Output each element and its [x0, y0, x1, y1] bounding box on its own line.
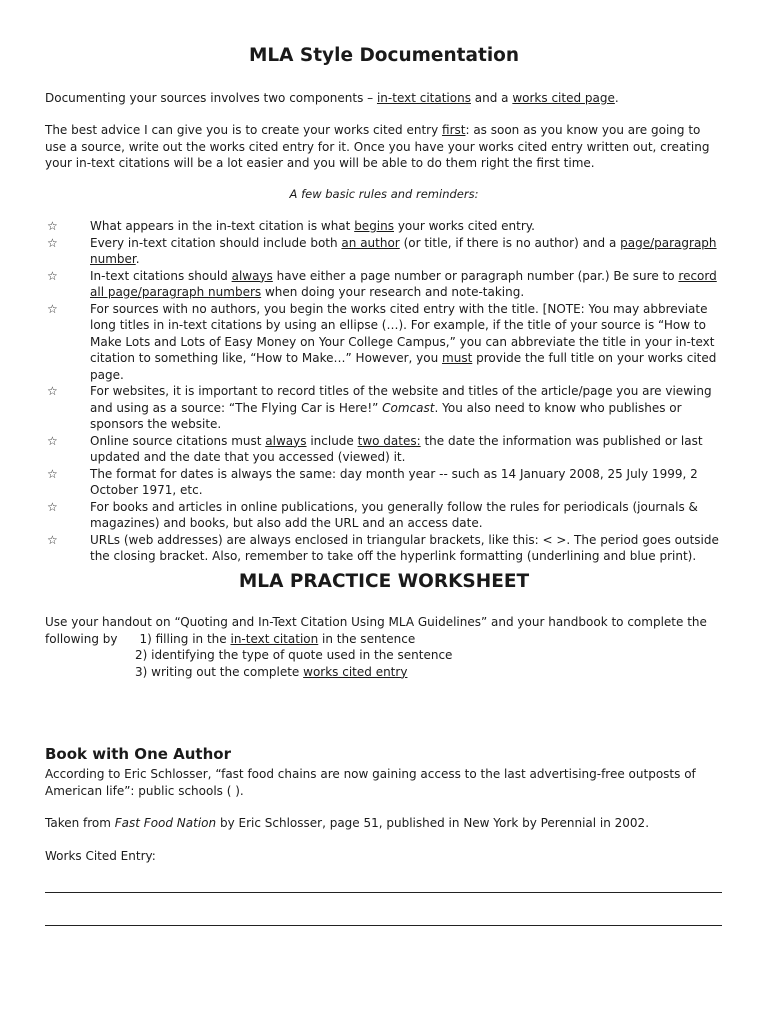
- text: Online source citations must: [90, 433, 266, 448]
- underlined-term: must: [442, 351, 473, 365]
- works-cited-label: Works Cited Entry:: [45, 849, 156, 863]
- underlined-term: in-text citations: [376, 91, 471, 105]
- text: The best advice I can give you is to create your works cited entry: [45, 123, 443, 137]
- rule-item: [45, 383, 726, 433]
- text: .: [614, 91, 619, 105]
- text: For books and articles in online publications, you generally follow the rules for periodicals (journals & magazines) and books, but also add the URL and an access date.: [90, 499, 698, 530]
- worksheet-title: MLA PRACTICE WORKSHEET: [238, 571, 530, 592]
- source-line: [45, 815, 723, 832]
- text: include: [306, 433, 358, 448]
- star-bullet-icon: ☆: [47, 499, 58, 514]
- rule-item: [45, 218, 726, 235]
- text: Documenting your sources involves two components –: [45, 91, 377, 105]
- underlined-term: first: [442, 123, 466, 137]
- rules-list: [45, 218, 726, 565]
- underlined-term: record all page/paragraph numbers: [90, 268, 717, 299]
- rule-item: [45, 268, 726, 301]
- text: .: [135, 252, 140, 266]
- star-bullet-icon: ☆: [47, 301, 58, 316]
- rule-item: [45, 532, 726, 565]
- star-bullet-icon: ☆: [47, 466, 58, 481]
- text: have either a page number or paragraph number (par.) Be sure to: [272, 268, 679, 283]
- italic-title: Fast Food Nation: [114, 816, 217, 830]
- text: when doing your research and note-taking.: [261, 285, 525, 299]
- text: the date the information was published or last updated and the date that you accessed (viewed) it.: [90, 433, 703, 464]
- instructions-line: Use your handout on “Quoting and In-Text Citation Using MLA Guidelines” and your handbook to complete the: [45, 615, 707, 629]
- rules-heading: A few basic rules and reminders:: [289, 187, 479, 201]
- text: In-text citations should: [90, 268, 232, 283]
- star-bullet-icon: ☆: [47, 219, 58, 233]
- text: (or title, if there is no author) and a: [399, 235, 621, 250]
- underlined-term: an author: [341, 235, 400, 250]
- text: by Eric Schlosser, page 51, published in New York by Perennial in 2002.: [216, 816, 650, 830]
- star-bullet-icon: ☆: [47, 532, 58, 547]
- rule-item: [45, 466, 726, 499]
- text: The format for dates is always the same: day month year -- such as 14 January 2008, 25 July 1999, 2 October 1971, etc.: [90, 466, 698, 497]
- task-line-3: [45, 664, 723, 681]
- worksheet-instructions: [45, 614, 723, 680]
- text: provide the full title on your works cited page.: [90, 351, 717, 382]
- text: What appears in the in-text citation is what: [90, 219, 355, 233]
- star-bullet-icon: ☆: [47, 433, 58, 448]
- italic-title: Comcast: [382, 400, 435, 415]
- task-line-2: 2) identifying the type of quote used in the sentence: [135, 648, 453, 662]
- answer-line[interactable]: [45, 892, 722, 893]
- page-title: MLA Style Documentation: [248, 45, 520, 66]
- underlined-term: works cited entry: [303, 664, 408, 679]
- star-bullet-icon: ☆: [47, 384, 58, 398]
- intro-paragraph-2: [45, 122, 723, 172]
- underlined-term: two dates:: [357, 433, 421, 448]
- star-bullet-icon: ☆: [47, 235, 58, 250]
- rule-item: [45, 433, 726, 466]
- intro-paragraph-1: [45, 90, 723, 107]
- rule-item: [45, 301, 726, 384]
- rule-item: [45, 499, 726, 532]
- text: . You also need to know who publishes or sponsors the website.: [90, 400, 682, 431]
- star-bullet-icon: ☆: [47, 268, 58, 283]
- underlined-term: in-text citation: [230, 631, 319, 646]
- underlined-term: page/paragraph number: [90, 235, 717, 266]
- underlined-term: always: [231, 268, 273, 283]
- task-line-1: [45, 631, 723, 648]
- text: following by: [45, 631, 118, 646]
- text: your works cited entry.: [394, 219, 535, 233]
- text: 1) filling in the: [139, 631, 231, 646]
- text: : as soon as you know you are going to use a source, write out the works cited entry for it. Once you have your works cited entry written out, creating your in-text citations will be a lot easier and you will be able to do them right the first time.: [45, 123, 710, 170]
- text: and a: [470, 91, 513, 105]
- text: For sources with no authors, you begin the works cited entry with the title. [NOTE: You may abbreviate long titles in in-text citations by using an ellipse (…). For example, if the title of your source is “How to Make Lots and Lots of Easy Money on Your College Campus,” you can abbreviate the title in your in-text citation to something like, “How to Make…” However, you: [90, 301, 715, 365]
- text: 3) writing out the complete: [135, 664, 304, 679]
- quote-paragraph: According to Eric Schlosser, “fast food chains are now gaining access to the last advertising-free outposts of American life”: public schools ( ).: [45, 767, 696, 798]
- text: For websites, it is important to record titles of the website and titles of the article/page you are viewing and using as a source: “The Flying Car is Here!”: [90, 384, 712, 415]
- section-heading: Book with One Author: [45, 745, 231, 763]
- answer-line[interactable]: [45, 925, 722, 926]
- text: Every in-text citation should include both: [90, 235, 342, 250]
- underlined-term: always: [265, 433, 307, 448]
- text: in the sentence: [318, 631, 416, 646]
- rule-item: [45, 235, 726, 268]
- underlined-term: works cited page: [512, 91, 615, 105]
- text: Taken from: [45, 816, 115, 830]
- text: URLs (web addresses) are always enclosed in triangular brackets, like this: < >. The period goes outside the closing bracket. Also, remember to take off the hyperlink formatting (underlining and blue print).: [90, 532, 719, 563]
- underlined-term: begins: [354, 219, 394, 233]
